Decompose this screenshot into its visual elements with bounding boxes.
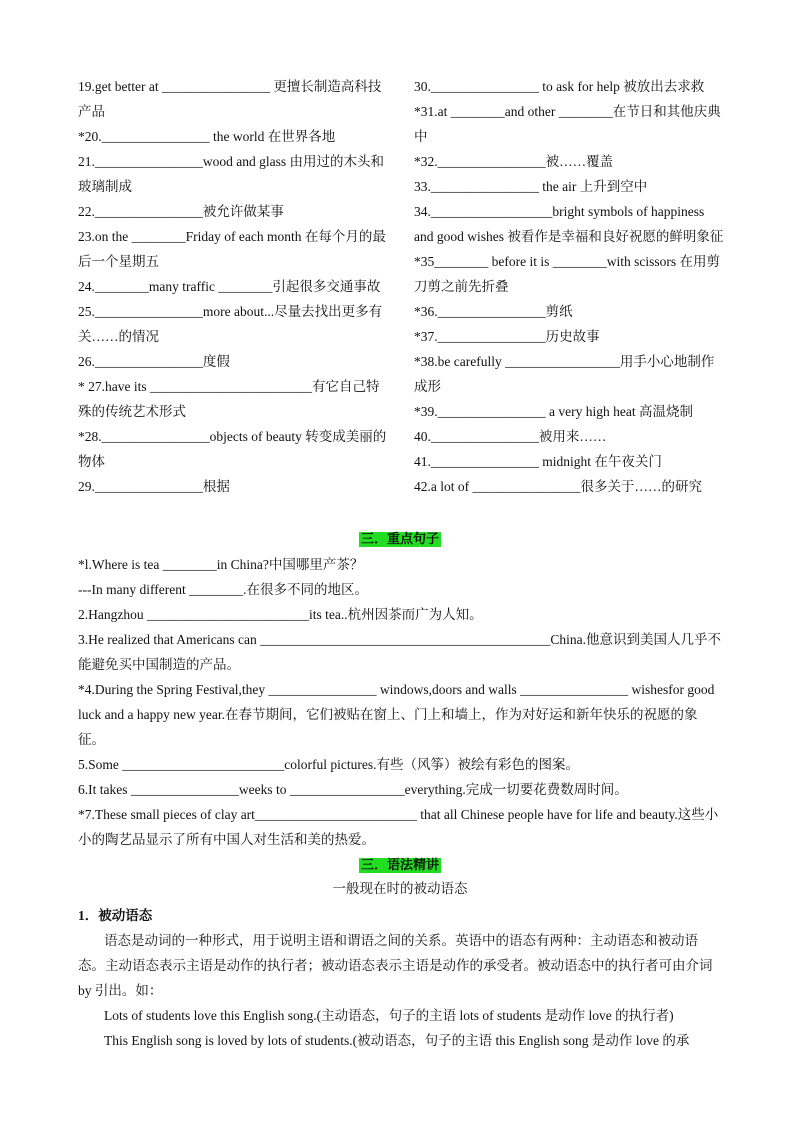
section-heading-grammar <box>0 854 800 873</box>
grammar-heading: 1．被动语态 <box>78 908 153 923</box>
example-sentence: Lots of students love this English song.(主动语态，句子的主语 lots of students 是动作 love 的执行者) <box>104 1008 674 1023</box>
example-sentence: This English song is loved by lots of students.(被动语态，句子的主语 this English song 是动作 love 的承 <box>104 1033 690 1048</box>
grammar-paragraph: 语态是动词的一种形式，用于说明主语和谓语之间的关系。英语中的语态有两种：主动语态和被动语态。主动语态表示主语是动作的执行者；被动语态表示主语是动作的承受者。被动语态中的执行者可由介词 by 引出。如： <box>78 933 713 998</box>
phrase-item: *36.________________剪纸 <box>414 304 573 319</box>
sentence-item: 6.It takes ________________weeks to _________________everything.完成一切要花费数周时间。 <box>78 782 628 797</box>
section-heading-sentences <box>0 528 800 547</box>
phrase-item: 26.________________度假 <box>78 354 230 369</box>
phrase-item: *39.________________ a very high heat 高温烧制 <box>414 404 693 419</box>
grammar-subtitle: 一般现在时的被动语态 <box>332 881 468 896</box>
sentence-item: 2.Hangzhou ________________________its tea..杭州因茶而广为人知。 <box>78 607 483 622</box>
phrase-item: 19.get better at ________________ 更擅长制造高科技产品 <box>78 79 382 119</box>
phrase-item: 34.__________________bright symbols of happiness and good wishes 被看作是幸福和良好祝愿的鲜明象征 <box>414 204 724 244</box>
key-sentences <box>78 552 724 852</box>
phrase-item: 30.________________ to ask for help 被放出去求救 <box>414 79 705 94</box>
grammar-section <box>78 903 724 1053</box>
phrase-columns <box>78 74 724 499</box>
phrase-item: 40.________________被用来…… <box>414 429 607 444</box>
phrase-item: *32.________________被……覆盖 <box>414 154 614 169</box>
phrase-item: *31.at ________and other ________在节日和其他庆典中 <box>414 104 721 144</box>
section-heading-label: 三．语法精讲 <box>360 858 439 873</box>
sentence-item: 5.Some ________________________colorful pictures.有些（风筝）被绘有彩色的图案。 <box>78 757 579 772</box>
phrase-item: 22.________________被允许做某事 <box>78 204 284 219</box>
phrase-column-left <box>78 74 388 499</box>
sentence-item: *l.Where is tea ________in China?中国哪里产茶？ <box>78 557 364 572</box>
section-heading-label: 三．重点句子 <box>360 532 439 547</box>
phrase-item: 41.________________ midnight 在午夜关门 <box>414 454 662 469</box>
phrase-item: *38.be carefully _________________用手小心地制作成形 <box>414 354 715 394</box>
phrase-item: *37.________________历史故事 <box>414 329 600 344</box>
phrase-item: 21.________________wood and glass 由用过的木头和玻璃制成 <box>78 154 384 194</box>
phrase-column-right <box>414 74 724 499</box>
phrase-item: *20.________________ the world 在世界各地 <box>78 129 336 144</box>
phrase-item: 33.________________ the air 上升到空中 <box>414 179 648 194</box>
phrase-item: *28.________________objects of beauty 转变成美丽的物体 <box>78 429 387 469</box>
sentence-item: *7.These small pieces of clay art________________________ that all Chinese people have for life and beauty.这些小小的陶艺品显示了所有中国人对生活和美的热爱。 <box>78 807 719 847</box>
phrase-item: 23.on the ________Friday of each month 在每个月的最后一个星期五 <box>78 229 386 269</box>
phrase-item: * 27.have its ________________________有它自己特殊的传统艺术形式 <box>78 379 380 419</box>
phrase-item: *35________ before it is ________with scissors 在用剪刀剪之前先折叠 <box>414 254 720 294</box>
phrase-item: 29.________________根据 <box>78 479 230 494</box>
phrase-item: 24.________many traffic ________引起很多交通事故 <box>78 279 381 294</box>
sentence-item: 3.He realized that Americans can ___________________________________________China.他意识到美国人几乎不能避免买中国制造的产品。 <box>78 632 722 672</box>
sentence-item: ---In many different ________.在很多不同的地区。 <box>78 582 368 597</box>
phrase-item: 25.________________more about...尽量去找出更多有关……的情况 <box>78 304 383 344</box>
sentence-item: *4.During the Spring Festival,they ________________ windows,doors and walls ________________ wishesfor good luck and a happy new year.在春节期间，它们被贴在窗上、门上和墙上，作为对好运和新年快乐的祝愿的象征。 <box>78 682 715 747</box>
phrase-item: 42.a lot of ________________很多关于……的研究 <box>414 479 702 494</box>
